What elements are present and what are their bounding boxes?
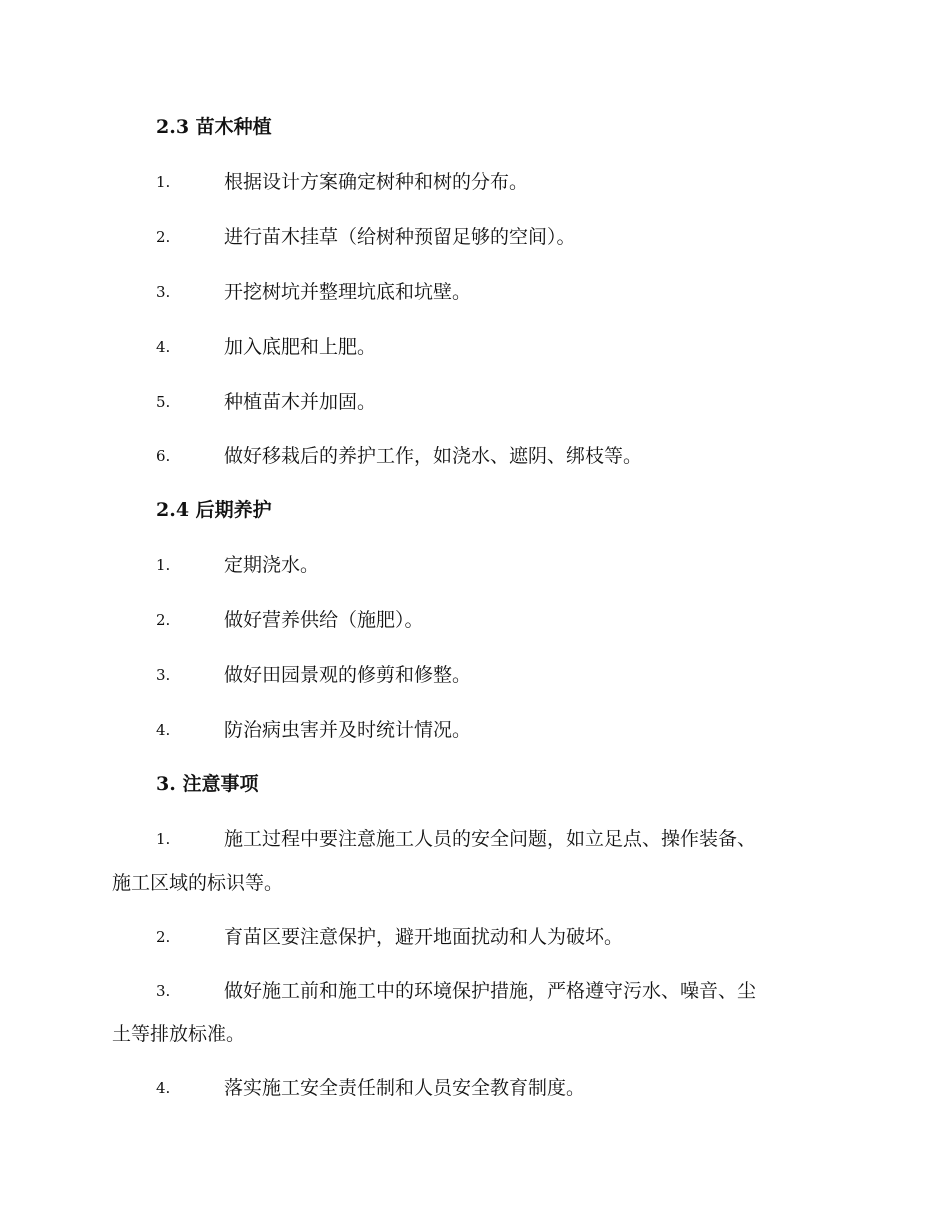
list-item-number: 4. [156, 1079, 171, 1097]
list-item-text: 做好施工前和施工中的环境保护措施，严格遵守污水、噪音、尘 [224, 980, 757, 1002]
list-item-text: 开挖树坑并整理坑底和坑壁。 [224, 281, 472, 303]
list-item-number: 3. [156, 666, 171, 684]
list-item-text: 防治病虫害并及时统计情况。 [224, 719, 472, 741]
list-item-number: 2. [156, 611, 171, 629]
list-item-text: 进行苗木挂草（给树种预留足够的空间）。 [224, 226, 576, 248]
list-item-number: 4. [156, 338, 171, 356]
list-item-text: 做好营养供给（施肥）。 [224, 609, 424, 631]
list-item-text: 定期浇水。 [224, 554, 320, 576]
list-item-text-continuation: 施工区域的标识等。 [112, 872, 284, 894]
list-item-text: 种植苗木并加固。 [224, 391, 377, 413]
list-item-number: 6. [156, 447, 171, 465]
list-item-text: 加入底肥和上肥。 [224, 336, 377, 358]
section-heading-2-4: 2.4 后期养护 [156, 499, 272, 521]
list-item-text: 根据设计方案确定树种和树的分布。 [224, 171, 529, 193]
list-item-text-continuation: 土等排放标准。 [112, 1023, 246, 1045]
list-item-number: 3. [156, 283, 171, 301]
section-heading-3: 3. 注意事项 [156, 773, 259, 795]
list-item-number: 1. [156, 556, 171, 574]
list-item-text: 施工过程中要注意施工人员的安全问题，如立足点、操作装备、 [224, 828, 757, 850]
list-item-number: 1. [156, 173, 171, 191]
list-item-text: 做好移栽后的养护工作，如浇水、遮阴、绑枝等。 [224, 445, 643, 467]
list-item-text: 育苗区要注意保护，避开地面扰动和人为破坏。 [224, 926, 624, 948]
list-item-text: 落实施工安全责任制和人员安全教育制度。 [224, 1077, 586, 1099]
list-item-number: 2. [156, 228, 171, 246]
list-item-number: 2. [156, 928, 171, 946]
list-item-number: 4. [156, 721, 171, 739]
list-item-number: 3. [156, 982, 171, 1000]
section-heading-2-3: 2.3 苗木种植 [156, 116, 272, 138]
list-item-number: 5. [156, 393, 171, 411]
list-item-number: 1. [156, 830, 171, 848]
list-item-text: 做好田园景观的修剪和修整。 [224, 664, 472, 686]
